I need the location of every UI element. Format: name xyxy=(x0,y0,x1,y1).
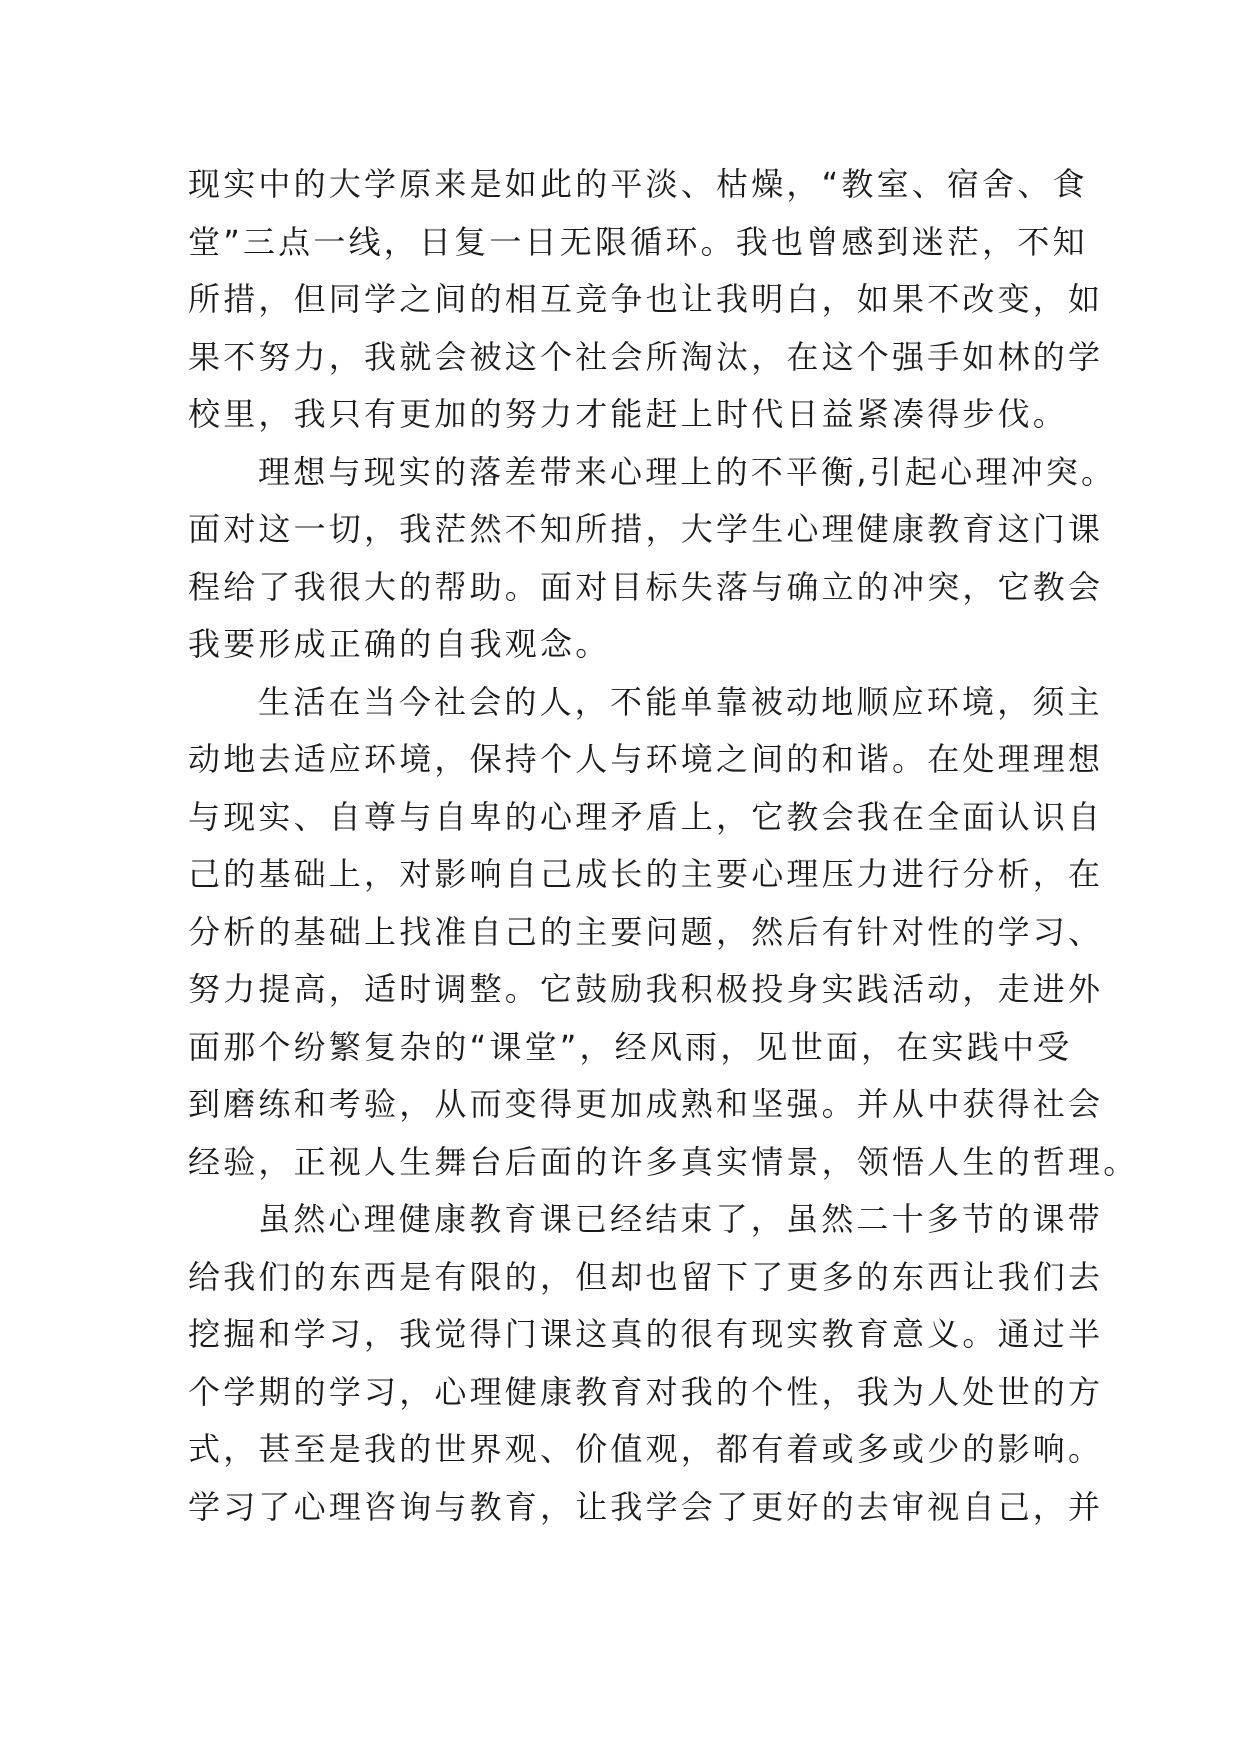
text-line: 努力提高，适时调整。它鼓励我积极投身实践活动，走进外 xyxy=(188,970,1104,1008)
text-line: 分析的基础上找准自己的主要问题，然后有针对性的学习、 xyxy=(188,912,1104,951)
text-line: 到磨练和考验，从而变得更加成熟和坚强。并从中获得社会 xyxy=(188,1085,1104,1123)
paragraph-start-line: 虽然心理健康教育课已经结束了，虽然二十多节的课带 xyxy=(258,1200,1103,1238)
text-line: 我要形成正确的自我观念。 xyxy=(188,625,611,663)
text-line: 个学期的学习，心理健康教育对我的个性，我为人处世的方 xyxy=(188,1372,1104,1411)
text-line: 经验，正视人生舞台后面的许多真实情景，领悟人生的哲理。 xyxy=(188,1142,1139,1181)
text-line: 式，甚至是我的世界观、价值观，都有着或多或少的影响。 xyxy=(188,1430,1104,1468)
text-line: 堂”三点一线，日复一日无限循环。我也曾感到迷茫，不知 xyxy=(188,222,1088,261)
text-line: 与现实、自尊与自卑的心理矛盾上，它教会我在全面认识自 xyxy=(188,797,1104,836)
text-line: 己的基础上，对影响自己成长的主要心理压力进行分析，在 xyxy=(188,855,1104,893)
text-line: 程给了我很大的帮助。面对目标失落与确立的冲突，它教会 xyxy=(188,567,1104,606)
text-line: 动地去适应环境，保持个人与环境之间的和谐。在处理理想 xyxy=(188,740,1104,778)
text-line: 所措，但同学之间的相互竞争也让我明白，如果不改变，如 xyxy=(188,280,1104,318)
paragraph-start-line: 生活在当今社会的人，不能单靠被动地顺应环境，须主 xyxy=(258,682,1103,721)
text-line: 果不努力，我就会被这个社会所淘汰，在这个强手如林的学 xyxy=(188,337,1104,376)
text-line: 挖掘和学习，我觉得门课这真的很有现实教育意义。通过半 xyxy=(188,1315,1104,1353)
paragraph-start-line: 理想与现实的落差带来心理上的不平衡,引起心理冲突。 xyxy=(258,452,1117,491)
text-line: 面对这一切，我茫然不知所措，大学生心理健康教育这门课 xyxy=(188,510,1104,548)
text-line: 面那个纷繁复杂的“课堂”，经风雨，见世面，在实践中受 xyxy=(188,1027,1073,1066)
text-line: 给我们的东西是有限的，但却也留下了更多的东西让我们去 xyxy=(188,1257,1104,1296)
body-text xyxy=(188,156,1139,1536)
text-line: 学习了心理咨询与教育，让我学会了更好的去审视自己，并 xyxy=(188,1487,1104,1526)
text-line: 校里，我只有更加的努力才能赶上时代日益紧凑得步伐。 xyxy=(188,395,1069,433)
text-line: 现实中的大学原来是如此的平淡、枯燥，“教室、宿舍、食 xyxy=(188,165,1088,203)
